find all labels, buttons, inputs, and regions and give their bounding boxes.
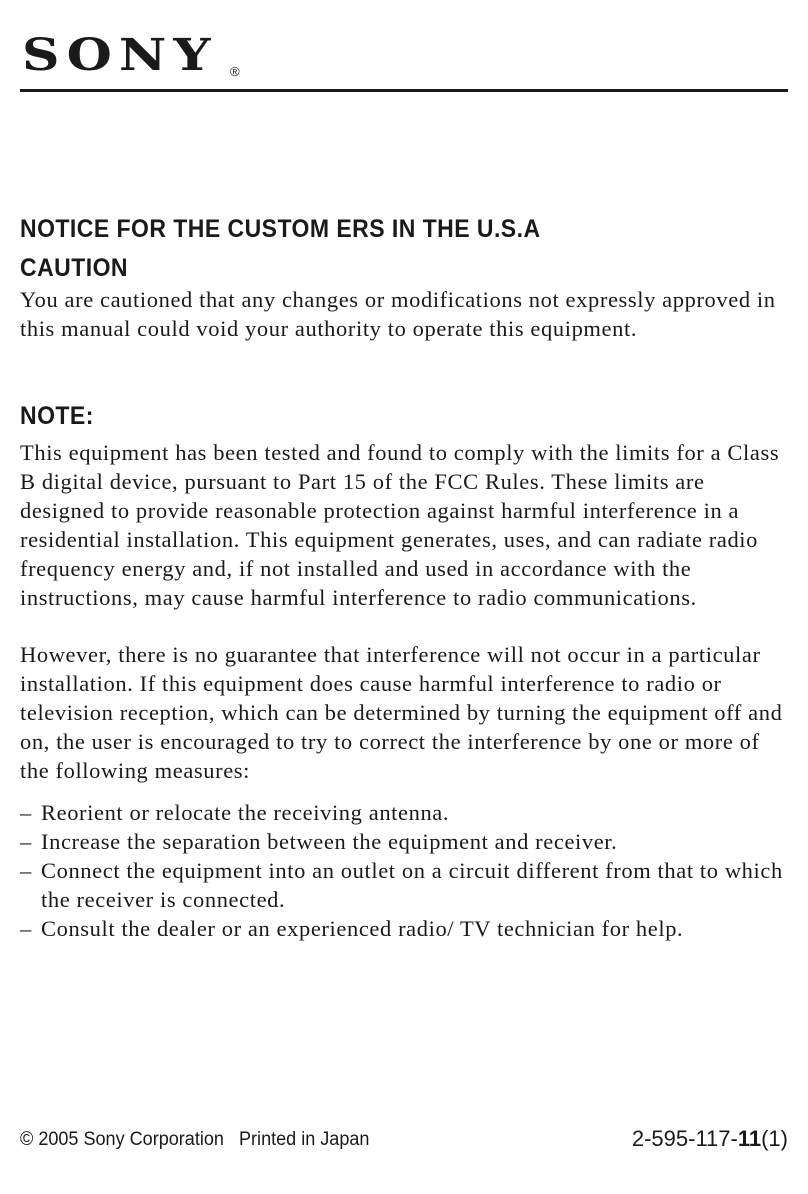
list-item: – Reorient or relocate the receiving antenna.	[20, 799, 790, 828]
footer-copyright	[20, 1129, 369, 1151]
dash-bullet-icon: –	[20, 857, 32, 883]
dash-bullet-icon: –	[20, 800, 32, 825]
caution-heading: CAUTION	[20, 254, 128, 282]
note-heading: NOTE:	[20, 402, 94, 430]
copyright-text: © 2005 Sony Corporation	[20, 1129, 224, 1150]
note-paragraph-1: This equipment has been tested and found to comply with the limits for a Class B digital device, pursuant to Part 15 of the FCC Rules. These limits are designed to provide reasonable protection against harmful interference in a residential installation. This equipment generates, uses, and can radiate radio frequency energy and, if not installed and used in accordance with the instructions, may cause harmful interference to radio communications.	[20, 440, 780, 610]
part-number: 2-595-117-11(1)	[631, 1126, 788, 1151]
registered-trademark-icon: ®	[230, 64, 240, 79]
list-item: – Connect the equipment into an outlet on a circuit different from that to which the receiver is connected.	[20, 857, 783, 912]
list-item: – Increase the separation between the equipment and receiver.	[20, 828, 790, 857]
measures-list	[20, 799, 790, 944]
list-item: – Consult the dealer or an experienced radio/ TV technician for help.	[20, 915, 790, 944]
notice-title: NOTICE FOR THE CUSTOM ERS IN THE U.S.A	[20, 215, 541, 243]
note-paragraph-2: However, there is no guarantee that interference will not occur in a particular installation. If this equipment does cause harmful interference to radio or television reception, which can be determined by turning the equipment off and on, the user is encouraged to try to correct the interference by one or more of the following measures:	[20, 642, 783, 783]
printed-in-text: Printed in Japan	[239, 1129, 370, 1150]
header-divider	[20, 89, 788, 92]
dash-bullet-icon: –	[20, 915, 32, 941]
caution-text: You are cautioned that any changes or modifications not expressly approved in this manual could void your authority to operate this equipment.	[20, 287, 776, 341]
brand-wordmark: SONY	[22, 30, 218, 81]
dash-bullet-icon: –	[20, 828, 32, 854]
